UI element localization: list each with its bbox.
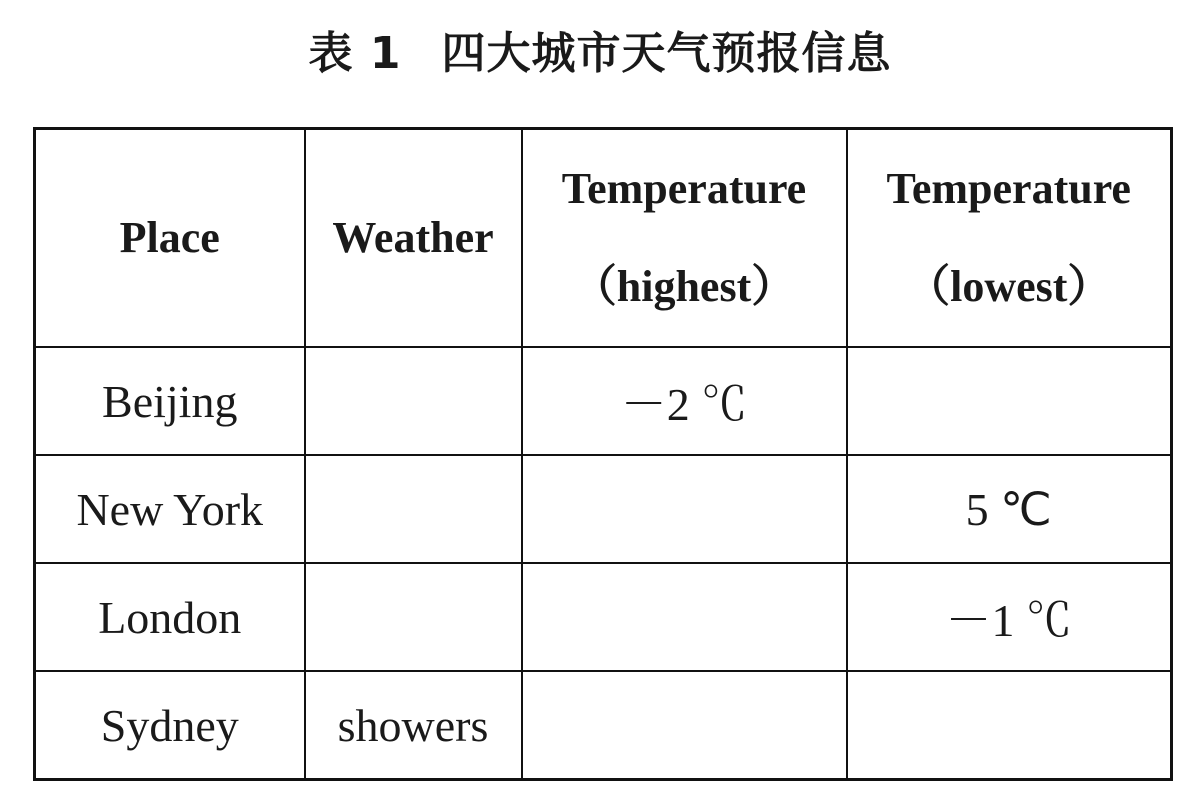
cell-place: London (35, 563, 305, 671)
header-temperature-highest: Temperature （highest） (522, 129, 847, 348)
cell-lowest: －1 ℃ (847, 563, 1172, 671)
cell-highest (522, 455, 847, 563)
header-weather: Weather (305, 129, 522, 348)
cell-weather (305, 347, 522, 455)
cell-highest (522, 563, 847, 671)
cell-highest (522, 671, 847, 780)
header-temperature-lowest: Temperature （lowest） (847, 129, 1172, 348)
weather-forecast-table (33, 127, 1173, 781)
table-number: 表 1 (308, 28, 402, 79)
header-place: Place (35, 129, 305, 348)
table-row (35, 671, 1172, 780)
table-row (35, 347, 1172, 455)
cell-lowest (847, 671, 1172, 780)
table-row (35, 455, 1172, 563)
cell-weather (305, 563, 522, 671)
header-row (35, 129, 1172, 348)
cell-lowest: 5 ℃ (847, 455, 1172, 563)
table-caption (0, 22, 1200, 86)
cell-weather (305, 455, 522, 563)
table-title: 四大城市天气预报信息 (441, 28, 892, 79)
cell-lowest (847, 347, 1172, 455)
cell-place: New York (35, 455, 305, 563)
cell-place: Beijing (35, 347, 305, 455)
table-row (35, 563, 1172, 671)
cell-weather: showers (305, 671, 522, 780)
cell-place: Sydney (35, 671, 305, 780)
cell-highest: －2 ℃ (522, 347, 847, 455)
